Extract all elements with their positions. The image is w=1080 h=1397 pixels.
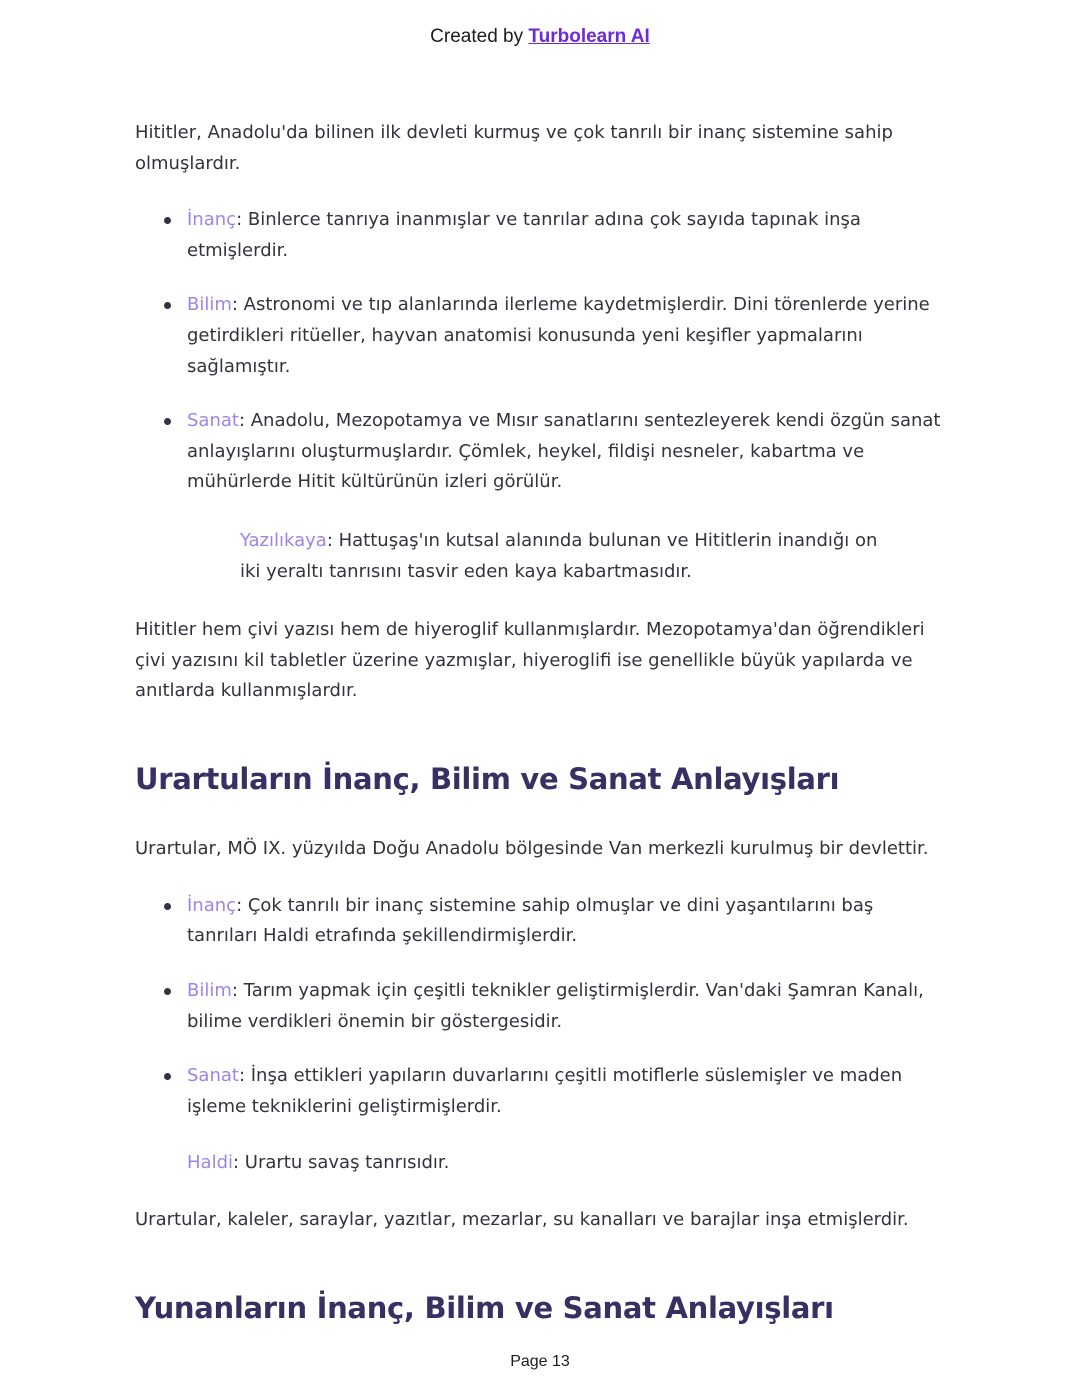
bullet-icon [164, 988, 171, 995]
list-item [135, 976, 945, 1037]
urartu-bullet-list [135, 891, 945, 1123]
list-item-text: : Anadolu, Mezopotamya ve Mısır sanatlarını sentezleyerek kendi özgün sanat anlayışlarını oluşturmuşlardır. Çömlek, heykel, fildişi nesneler, kabartma ve mühürlerde Hitit kültürünün izleri görülür. [187, 410, 941, 493]
section-heading-urartu: Urartuların İnanç, Bilim ve Sanat Anlayışları [135, 761, 840, 796]
bullet-icon [164, 217, 171, 224]
paragraph-hittite-writing: Hititler hem çivi yazısı hem de hiyeroglif kullanmışlardır. Mezopotamya'dan öğrendikleri çivi yazısını kil tabletler üzerine yazmışlar, hiyeroglifi ise genellikle büyük yapılarda ve anıtlarda kullanmışlardır. [135, 619, 925, 702]
paragraph-hittite-intro: Hititler, Anadolu'da bilinen ilk devleti kurmuş ve çok tanrılı bir inanç sistemine sahip olmuşlardır. [135, 122, 893, 174]
paragraph-urartu-intro: Urartular, MÖ IX. yüzyılda Doğu Anadolu bölgesinde Van merkezli kurulmuş bir devlettir. [135, 838, 929, 860]
bullet-icon [164, 903, 171, 910]
list-item-text: : Tarım yapmak için çeşitli teknikler geliştirmişlerdir. Van'daki Şamran Kanalı, bilime verdikleri önemin bir göstergesidir. [187, 979, 924, 1032]
keyword-label: Bilim [187, 979, 232, 1001]
keyword-label: Sanat [187, 410, 239, 432]
list-item-text: : Binlerce tanrıya inanmışlar ve tanrılar adına çok sayıda tapınak inşa etmişlerdir. [187, 209, 861, 261]
bullet-icon [164, 302, 171, 309]
turbolearn-link[interactable]: Turbolearn AI [528, 26, 650, 47]
list-item [135, 891, 945, 952]
indented-note-yazilikaya [240, 526, 900, 587]
keyword-label: İnanç [187, 894, 237, 916]
page-header [0, 0, 1080, 48]
keyword-label: Bilim [187, 294, 232, 316]
note-text: : Urartu savaş tanrısıdır. [233, 1152, 450, 1174]
bullet-icon [164, 418, 171, 425]
keyword-label: Yazılıkaya [240, 529, 327, 551]
section-heading-greek: Yunanların İnanç, Bilim ve Sanat Anlayışları [135, 1290, 834, 1325]
document-content [135, 48, 945, 1333]
list-item [135, 1061, 945, 1122]
keyword-label: Sanat [187, 1065, 239, 1087]
paragraph-urartu-works: Urartular, kaleler, saraylar, yazıtlar, mezarlar, su kanalları ve barajlar inşa etmişlerdir. [135, 1208, 909, 1230]
list-item [135, 290, 945, 382]
bullet-icon [164, 1073, 171, 1080]
list-item [135, 205, 945, 266]
keyword-label: Haldi [187, 1152, 233, 1174]
indented-note-haldi [187, 1148, 887, 1179]
list-item-text: : İnşa ettikleri yapıların duvarlarını çeşitli motiflerle süslemişler ve maden işleme tekniklerini geliştirmişlerdir. [187, 1065, 903, 1117]
page-footer [0, 1353, 1080, 1371]
note-text: : Hattuşaş'ın kutsal alanında bulunan ve Hititlerin inandığı on iki yeraltı tanrısını tasvir eden kaya kabartmasıdır. [240, 529, 878, 582]
list-item-text: : Çok tanrılı bir inanç sistemine sahip olmuşlar ve dini yaşantılarını baş tanrıları Haldi etrafında şekillendirmişlerdir. [187, 894, 874, 947]
created-by-text: Created by [430, 26, 524, 47]
page-number: Page 13 [510, 1353, 570, 1370]
list-item [135, 406, 945, 498]
hittite-bullet-list [135, 205, 945, 498]
list-item-text: : Astronomi ve tıp alanlarında ilerleme kaydetmişlerdir. Dini törenlerde yerine getirdikleri ritüeller, hayvan anatomisi konusunda yeni keşifler yapmalarını sağlamıştır. [187, 294, 930, 377]
keyword-label: İnanç [187, 209, 237, 231]
